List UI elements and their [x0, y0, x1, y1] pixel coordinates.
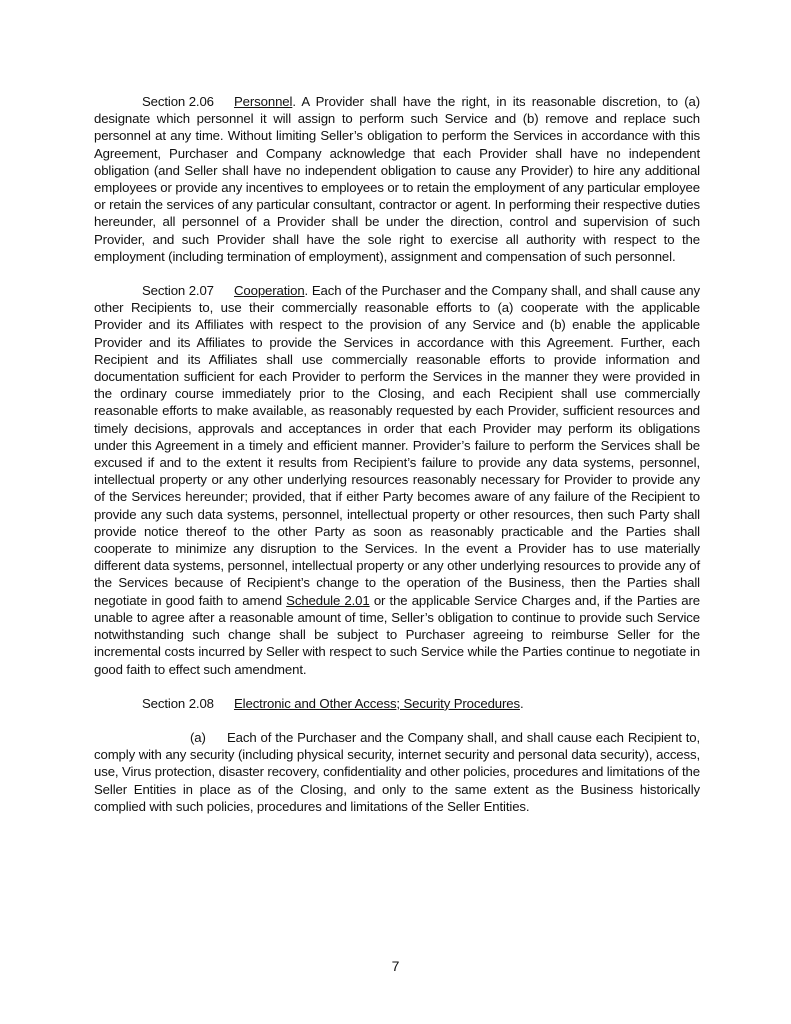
section-number: Section 2.07	[142, 283, 214, 299]
subsection-a	[94, 729, 700, 815]
section-2-08	[94, 695, 700, 712]
subsection-label: (a)	[190, 729, 206, 745]
section-heading: Personnel	[234, 94, 293, 109]
page-number: 7	[391, 958, 400, 974]
section-body: . A Provider shall have the right, in its reasonable discretion, to (a) designate which personnel it will assign to perform such Service and (b) remove and replace such personnel at any time. Without limiting Seller’s obligation to perform the Services in accordance with this Agreement, Purchaser and Company acknowledge that each Provider shall have no independent obligation (and Seller shall have no independent obligation to cause any Provider) to hire any additional employees or provide any incentives to employees or to retain the employment of any particular employee or retain the services of any particular consultant, contractor or agent. In performing their respective duties hereunder, all personnel of a Provider shall be under the direction, control and supervision of such Provider, and such Provider shall have the sole right to exercise all authority with respect to the employment (including termination of employment), assignment and compensation of such personnel.	[94, 94, 700, 264]
section-number: Section 2.08	[142, 695, 214, 711]
section-heading: Cooperation	[234, 283, 305, 299]
section-heading: Electronic and Other Access; Security Procedures	[234, 695, 520, 711]
section-body: . Each of the Purchaser and the Company shall, and shall cause any other Recipients to, use their commercially reasonable efforts to (a) cooperate with the applicable Provider and its Affiliates with respect to the provision of any Service and (b) enable the applicable Provider and its Affiliates to provide the Services in accordance with this Agreement. Further, each Recipient and its Affiliates shall use commercially reasonable efforts to provide information and documentation sufficient for each Provider to perform the Services in the manner they were provided in the ordinary course immediately prior to the Closing, and each Recipient shall use commercially reasonable efforts to make available, as reasonably requested by each Provider, sufficient resources and timely decisions, approvals and acceptances in order that each Provider may perform its obligations under this Agreement in a timely and efficient manner. Provider’s failure to perform the Services shall be excused if and to the extent it results from Recipient’s failure to provide any data systems, personnel, intellectual property or any other underlying resources reasonably necessary for Provider to provide any of the Services hereunder; provided, that if either Party becomes aware of any failure of the Recipient to provide any such data systems, personnel, intellectual property or other resources, then such Party shall provide notice thereof to the other Party as soon as reasonably practicable and the Parties shall cooperate to minimize any disruption to the Services. In the event a Provider has to use materially different data systems, personnel, intellectual property or any other underlying resources to provide any of the Services because of Recipient’s change to the operation of the Business, then the Parties shall negotiate in good faith to amend	[94, 283, 700, 608]
section-number: Section 2.06	[142, 94, 214, 109]
section-2-06	[94, 93, 700, 265]
section-2-07	[94, 282, 700, 678]
schedule-reference-link: Schedule 2.01	[286, 592, 370, 608]
subsection-body: Each of the Purchaser and the Company shall, and shall cause each Recipient to, comply with any security (including physical security, internet security and personal data security), access, use, Virus protection, disaster recovery, confidentiality and other policies, procedures and limitations of the Seller Entities in place as of the Closing, and only to the same extent as the Business historically complied with such policies, procedures and limitations of the Seller Entities.	[94, 729, 700, 814]
section-body: .	[519, 695, 524, 711]
section-body-continued: or the applicable Service Charges and, if the Parties are unable to agree after a reasonable amount of time, Seller’s obligation to continue to provide such Service notwithstanding such change shall be subject to Purchaser agreeing to reimburse Seller for the incremental costs incurred by Seller with respect to such Service while the Parties continue to negotiate in good faith to effect such amendment.	[94, 592, 700, 677]
